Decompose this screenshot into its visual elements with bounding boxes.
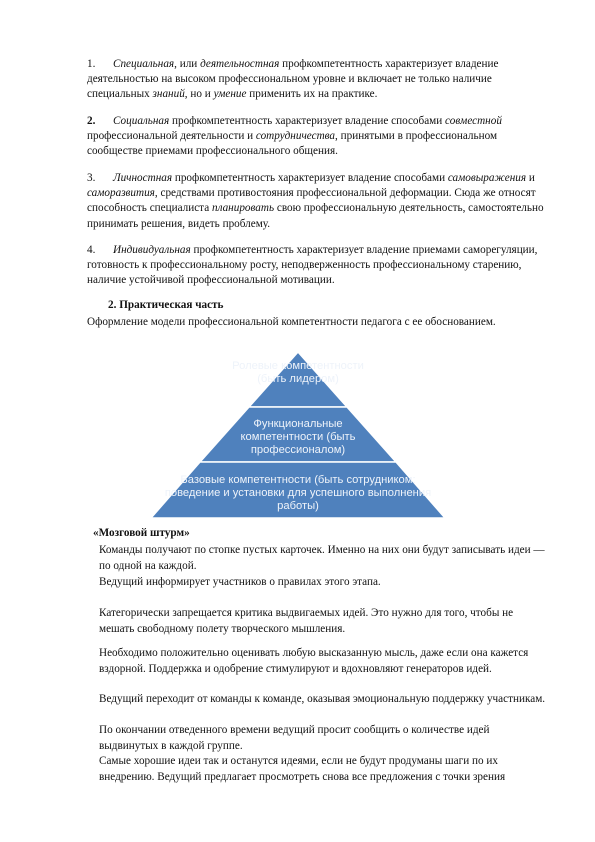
item-1-number: 1. (87, 58, 96, 70)
item-1-text4: применить их на практике. (246, 88, 378, 101)
item-3-term4: планировать (211, 202, 275, 215)
brainstorm-line: Самые хорошие идеи так и останутся идеями, если не будут продуманы шаги по их внедрению. Ведущий предлагает просмотреть снова все предложения с точки зрения (99, 755, 506, 783)
brainstorm-line: Необходимо положительно оценивать любую высказанную мысль, даже если она кажется вздорной. Поддержка и одобрение стимулируют и вдохновляют генераторов идей. (99, 647, 529, 675)
item-1-term4: умение (213, 88, 247, 101)
brainstorm-line: Категорически запрещается критика выдвигаемых идей. Это нужно для того, чтобы не мешать свободному полету творческого мышления. (99, 607, 514, 635)
item-3-text3: , средствами противостояния профессиональной деформации. Сюда же относят способность специалиста (87, 187, 536, 215)
item-4-paragraph (87, 243, 549, 289)
item-2-text3: , принятыми в профессиональном сообществе приемами профессионального общения. (87, 130, 498, 158)
item-3-term: Личностная (113, 172, 173, 184)
item-2-number: 2. (87, 115, 96, 127)
brainstorm-line: Ведущий информирует участников о правилах этого этапа. (99, 576, 381, 588)
item-2-term: Социальная (113, 115, 170, 127)
section-subtitle: Оформление модели профессиональной компетентности педагога с ее обоснованием. (87, 316, 496, 328)
item-3-paragraph (87, 171, 549, 232)
item-3-number: 3. (87, 172, 96, 184)
pyramid-middle-label: Функциональные компетентности (быть профессионалом) (240, 418, 356, 456)
item-3-text4: свою профессиональную деятельность, самостоятельно принимать решения, видеть проблему. (87, 202, 544, 230)
brainstorm-line: Ведущий переходит от команды к команде, оказывая эмоциональную поддержку участникам. (99, 693, 546, 705)
item-3-text2: и (526, 172, 535, 184)
competence-pyramid (150, 350, 446, 520)
item-4-number: 4. (87, 244, 96, 256)
brainstorm-line: Команды получают по стопке пустых карточек. Именно на них они будут записывать идеи — по одной на каждой. (99, 544, 545, 572)
item-2-term2: совместной (445, 115, 502, 127)
item-1-term3: знаний (152, 88, 185, 101)
item-2-term3: сотрудничества (255, 130, 336, 143)
item-1-text3: , но и (184, 88, 214, 101)
item-3-text: профкомпетентность характеризует владение способами (172, 172, 448, 184)
item-2-text2: профессиональной деятельности и (87, 130, 256, 143)
item-4-text: профкомпетентность характеризует владение приемами саморегуляции, готовность к профессиональному росту, неподверженность профессиональному старению, наличие устойчивой профессиональной мотивации. (87, 244, 538, 287)
brainstorm-line: По окончании отведенного времени ведущий просит сообщить о количестве идей выдвинутых в каждой группе. (99, 724, 490, 752)
brainstorm-title: «Мозговой штурм» (93, 527, 190, 539)
item-3-term2: самовыражения (447, 172, 527, 184)
pyramid-bottom-label: Базовые компетентности (быть сотрудником: поведение и установки для успешного выполнения работы) (164, 474, 432, 512)
item-1-text: , или (174, 58, 201, 70)
item-1-paragraph (87, 57, 549, 103)
item-3-term3: саморазвития (87, 187, 155, 200)
item-2-paragraph (87, 114, 549, 160)
item-4-term: Индивидуальная (113, 244, 191, 256)
pyramid-top-label: Ролевые компетентности (быть лидером) (232, 360, 364, 385)
item-1-term2: деятельностная (200, 58, 280, 70)
item-2-text: профкомпетентность характеризует владение способами (169, 115, 446, 127)
item-1-text2: профкомпетентность характеризует владение деятельностью на высоком профессиональном уровне и включает не только наличие специальных (87, 58, 499, 101)
item-1-term: Специальная (113, 58, 175, 70)
section-heading: 2. Практическая часть (108, 299, 224, 311)
